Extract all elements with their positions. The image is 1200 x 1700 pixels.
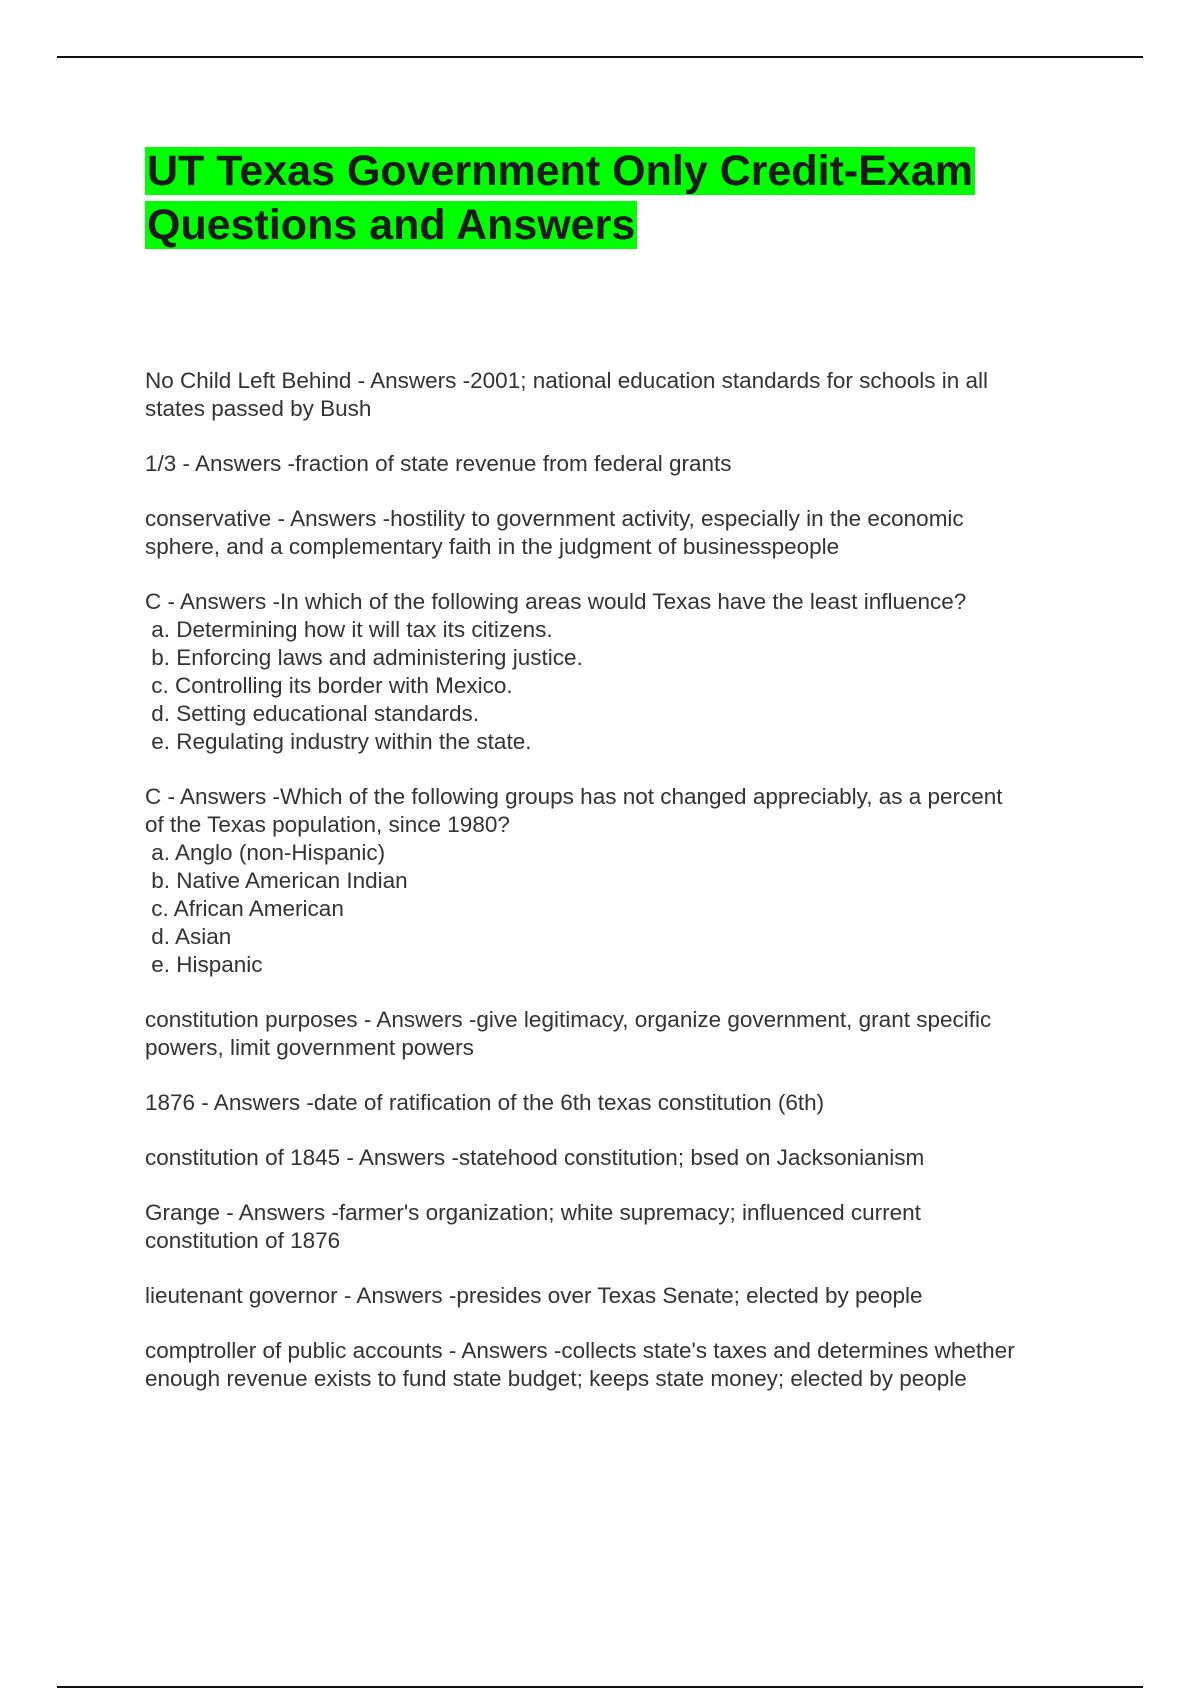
qa-entry-line: c. Controlling its border with Mexico. [145,673,513,698]
qa-entry-line: C - Answers -In which of the following areas would Texas have the least influence? [145,589,967,614]
qa-entry-line: states passed by Bush [145,396,372,421]
qa-entry [145,505,1095,561]
qa-entry-line: constitution of 1876 [145,1228,341,1253]
qa-entry [145,783,1095,979]
qa-entry-line: a. Anglo (non-Hispanic) [145,840,386,865]
qa-entry [145,1144,1095,1172]
qa-entry-line: constitution purposes - Answers -give legitimacy, organize government, grant specific [145,1007,992,1032]
qa-entry [145,588,1095,756]
qa-entry-line: powers, limit government powers [145,1035,474,1060]
document-title [145,144,1085,252]
qa-entry-line: 1876 - Answers -date of ratification of the 6th texas constitution (6th) [145,1090,825,1115]
qa-entry-line: C - Answers -Which of the following groups has not changed appreciably, as a percent [145,784,1003,809]
title-line-2: Questions and Answers [147,201,636,249]
qa-entry-line: e. Hispanic [145,952,263,977]
qa-entry-line: enough revenue exists to fund state budget; keeps state money; elected by people [145,1366,967,1391]
qa-entry-line: b. Enforcing laws and administering justice. [145,645,583,670]
header-divider [57,56,1143,58]
qa-entry-line: lieutenant governor - Answers -presides over Texas Senate; elected by people [145,1283,923,1308]
qa-entry-line: Grange - Answers -farmer's organization; white supremacy; influenced current [145,1200,921,1225]
footer-divider [57,1686,1143,1688]
qa-entry-line: comptroller of public accounts - Answers -collects state's taxes and determines whether [145,1338,1015,1363]
qa-entry [145,367,1095,423]
qa-entry-line: sphere, and a complementary faith in the judgment of businesspeople [145,534,840,559]
qa-entry-line: d. Setting educational standards. [145,701,479,726]
qa-entry [145,450,1095,478]
qa-entry-line: b. Native American Indian [145,868,408,893]
qa-entry-line: conservative - Answers -hostility to government activity, especially in the economic [145,506,964,531]
qa-entry-line: c. African American [145,896,344,921]
qa-entry [145,1199,1095,1255]
qa-entry [145,1089,1095,1117]
qa-entry-line: of the Texas population, since 1980? [145,812,510,837]
qa-list [145,367,1095,1420]
qa-entry-line: d. Asian [145,924,232,949]
qa-entry-line: e. Regulating industry within the state. [145,729,532,754]
qa-entry [145,1006,1095,1062]
qa-entry-line: 1/3 - Answers -fraction of state revenue from federal grants [145,451,732,476]
qa-entry [145,1282,1095,1310]
qa-entry-line: constitution of 1845 - Answers -statehood constitution; bsed on Jacksonianism [145,1145,925,1170]
qa-entry-line: a. Determining how it will tax its citizens. [145,617,553,642]
title-line-1: UT Texas Government Only Credit-Exam [147,147,973,195]
qa-entry [145,1337,1095,1393]
qa-entry-line: No Child Left Behind - Answers -2001; national education standards for schools in all [145,368,988,393]
